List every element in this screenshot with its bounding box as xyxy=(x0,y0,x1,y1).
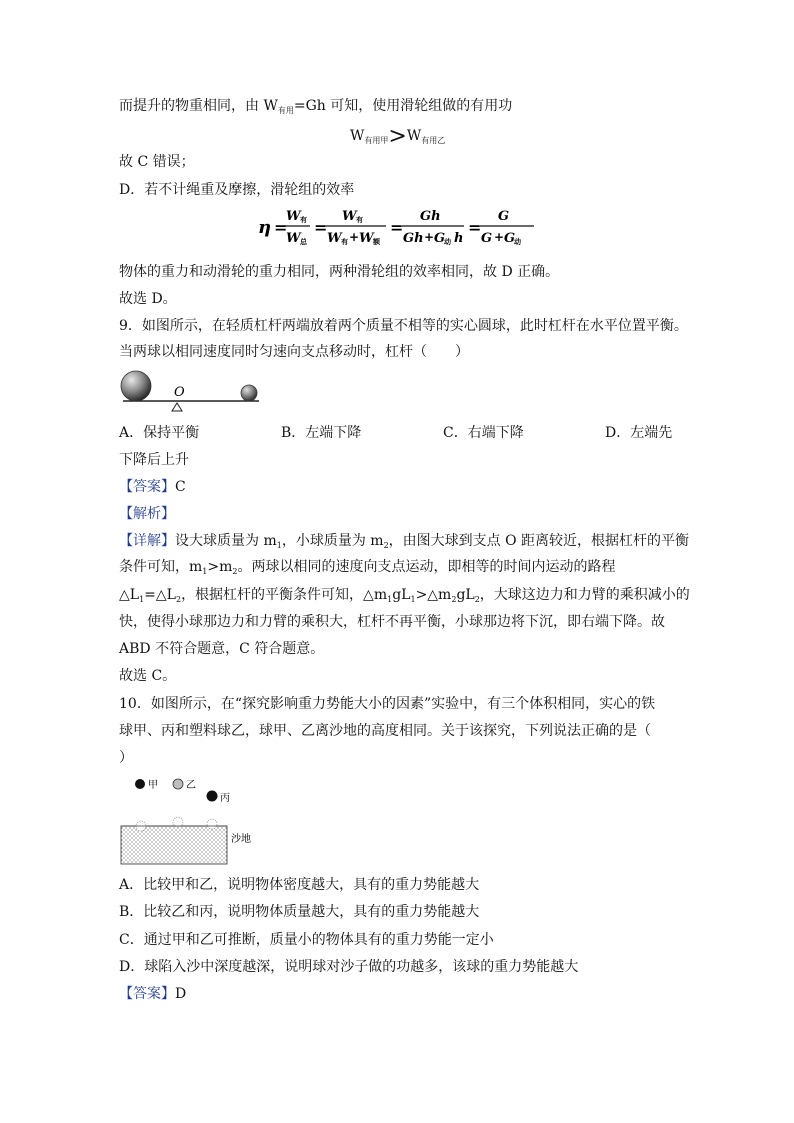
text-segment: gL xyxy=(392,587,411,603)
q9-conclusion: 故选 C。 xyxy=(119,668,177,684)
sub-e: 额 xyxy=(373,237,380,246)
text-line-d-efficiency: D．若不计绳重及摩擦，滑轮组的效率 xyxy=(119,182,355,198)
equals-sign: = xyxy=(390,218,404,237)
q9-detail-line3 xyxy=(119,585,690,610)
q10-option-c: C．通过甲和乙可推断，质量小的物体具有的重力势能一定小 xyxy=(119,932,494,948)
q9-option-c: C．右端下降 xyxy=(443,425,524,441)
ball-bing xyxy=(207,791,218,802)
h-den: h xyxy=(454,231,464,246)
detail-tag: 【详解】 xyxy=(119,533,175,549)
q9-option-a: A．保持平衡 xyxy=(119,425,200,441)
plus-sign: + xyxy=(424,230,435,244)
subscript: 有用乙 xyxy=(421,136,446,145)
label-yi: 乙 xyxy=(186,780,196,791)
answer-tag: 【答案】 xyxy=(119,479,175,495)
text-segment: ，小球质量为 m xyxy=(281,533,384,549)
subscript: 1 xyxy=(387,595,393,604)
equals-sign: = xyxy=(274,218,288,237)
q9-option-d-cont: 下降后上升 xyxy=(119,452,189,468)
g-dong-den: G xyxy=(504,231,516,246)
label-jia: 甲 xyxy=(148,780,158,791)
text-segment: >△m xyxy=(415,587,452,603)
q9-option-d: D．左端先 xyxy=(605,425,673,441)
text-line-same-efficiency: 物体的重力和动滑轮的重力相同，两种滑轮组的效率相同，故 D 正确。 xyxy=(119,264,560,280)
gh-num: Gh xyxy=(420,209,441,224)
ball-jia xyxy=(135,779,145,789)
sub-zong: 总 xyxy=(300,237,307,246)
q10-option-a: A．比较甲和乙，说明物体密度越大，具有的重力势能越大 xyxy=(119,877,480,893)
symbol: W xyxy=(406,128,422,144)
ball-yi xyxy=(173,779,183,789)
greater-than-sign: > xyxy=(388,124,407,149)
text-line-useful-work xyxy=(119,96,512,121)
symbol: W xyxy=(350,128,365,144)
q9-answer xyxy=(119,477,186,497)
text-line-c-wrong: 故 C 错误； xyxy=(119,154,195,170)
text-segment: ，大球这边力和力臂的乘积减小的 xyxy=(479,587,690,603)
text-segment: =△L xyxy=(144,587,176,603)
text-segment: ，由图大球到支点 O 距离较近，根据杠杆的平衡 xyxy=(388,533,690,549)
sub-you: 有 xyxy=(300,215,307,224)
q10-option-b: B．比较乙和丙，说明物体质量越大，具有的重力势能越大 xyxy=(119,904,480,920)
g-den2: G xyxy=(481,231,493,246)
w-zong-den: W xyxy=(286,231,301,246)
equals-sign: = xyxy=(468,218,482,237)
subscript: 1 xyxy=(139,595,145,604)
text-segment: gL xyxy=(456,587,475,603)
w-e-den: W xyxy=(359,231,374,246)
subscript: 有用甲 xyxy=(364,136,389,145)
equals-sign: = xyxy=(314,218,328,237)
subscript: 2 xyxy=(451,595,457,604)
sand-box xyxy=(121,826,227,864)
text-segment: 设大球质量为 m xyxy=(175,533,277,549)
q10-stem-line2: 球甲、丙和塑料球乙，球甲、乙离沙地的高度相同。关于该探究，下列说法正确的是（ xyxy=(119,723,651,739)
subscript: 2 xyxy=(232,567,238,576)
w-you-num2: W xyxy=(342,209,357,224)
sub-dong: 动 xyxy=(444,237,451,246)
plus-sign: + xyxy=(494,230,505,244)
text-segment: △L xyxy=(119,587,140,603)
q9-detail-line2 xyxy=(119,557,615,582)
efficiency-formula xyxy=(258,203,548,251)
q9-detail-line5: ABD 不符合题意，C 符合题意。 xyxy=(119,641,325,657)
subscript: 2 xyxy=(175,595,182,604)
text-segment: =Gh 可知，使用滑轮组做的有用功 xyxy=(293,98,513,114)
q9-detail-line4: 快，使得小球那边力和力臂的乘积大，杠杆不再平衡，小球那边将下沉，即右端下降。故 xyxy=(119,614,665,630)
text-segment: 而提升的物重相同，由 W xyxy=(119,98,278,114)
label-sand: 沙地 xyxy=(231,834,251,845)
answer-value: C xyxy=(175,479,186,495)
subscript: 1 xyxy=(276,541,282,550)
label-bing: 丙 xyxy=(220,793,230,804)
text-line-choose-d: 故选 D。 xyxy=(119,291,177,307)
eta-symbol: η xyxy=(258,217,272,238)
q9-option-b: B．左端下降 xyxy=(281,425,362,441)
sub-you: 有 xyxy=(356,215,363,224)
subscript: 2 xyxy=(383,541,389,550)
subscript: 1 xyxy=(410,595,416,604)
subscript: 有用 xyxy=(277,106,294,115)
q10-stem-line1: 10．如图所示，在“探究影响重力势能大小的因素”实验中，有三个体积相同，实心的铁 xyxy=(119,696,656,712)
analysis-tag: 【解析】 xyxy=(119,506,175,522)
g-den: G xyxy=(434,231,446,246)
dent-yi xyxy=(173,817,183,827)
g-num: G xyxy=(498,209,510,224)
subscript: 2 xyxy=(474,595,480,604)
q10-option-d: D．球陷入沙中深度越深，说明球对沙子做的功越多，该球的重力势能越大 xyxy=(119,959,579,975)
gh-den: Gh xyxy=(403,231,424,246)
q9-stem-line2: 当两球以相同速度同时匀速向支点移动时，杠杆（ ） xyxy=(119,344,469,360)
dent-bing xyxy=(207,819,217,829)
text-segment: 。两球以相同的速度向支点运动，即相等的时间内运动的路程 xyxy=(237,559,616,575)
sub-you: 有 xyxy=(341,237,348,246)
q10-stem-line3: ） xyxy=(119,750,133,766)
q10-answer xyxy=(119,984,186,1004)
q9-detail-line1 xyxy=(119,531,689,556)
small-ball xyxy=(241,385,257,401)
w-you-num: W xyxy=(286,209,301,224)
lever-diagram xyxy=(119,368,264,416)
w-you-den: W xyxy=(327,231,342,246)
text-segment: 条件可知，m xyxy=(119,559,203,575)
subscript: 1 xyxy=(202,567,208,576)
text-segment: ，根据杠杆的平衡条件可知，△m xyxy=(181,587,388,603)
fulcrum-triangle xyxy=(172,403,182,411)
q9-analysis xyxy=(119,504,175,524)
sand-experiment-diagram xyxy=(119,773,264,865)
text-segment: >m xyxy=(207,559,233,575)
answer-tag: 【答案】 xyxy=(119,986,175,1002)
useful-work-comparison xyxy=(350,126,445,151)
q9-stem-line1: 9．如图所示，在轻质杠杆两端放着两个质量不相等的实心圆球，此时杠杆在水平位置平衡。 xyxy=(119,318,688,334)
plus-sign: + xyxy=(349,230,360,244)
answer-value: D xyxy=(175,986,187,1002)
large-ball xyxy=(121,371,151,401)
fulcrum-label: O xyxy=(174,385,185,400)
sub-dong: 动 xyxy=(514,237,521,246)
